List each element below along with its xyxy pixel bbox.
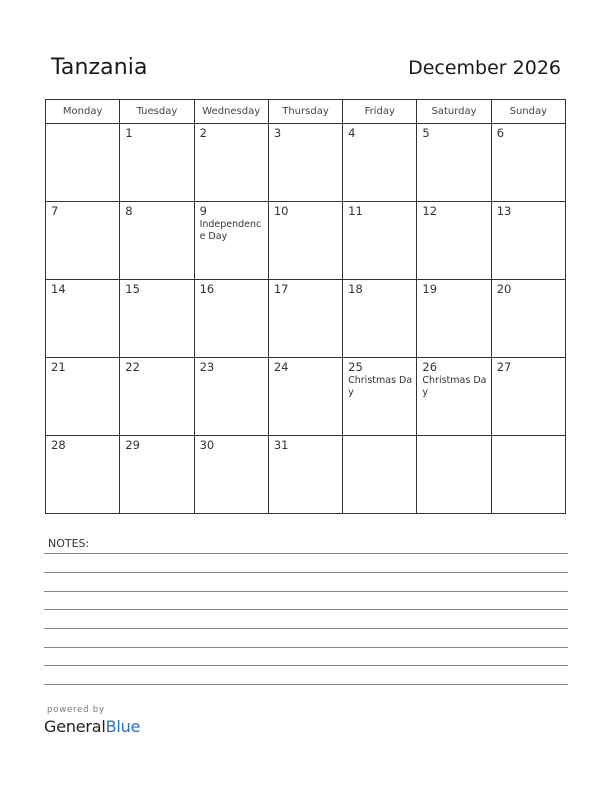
day-number: 21 [51, 360, 66, 374]
day-number: 12 [422, 204, 438, 218]
empty-day-cell [417, 436, 491, 514]
day-cell [417, 280, 491, 358]
holiday-label: Independence Day [199, 219, 262, 242]
day-number: 10 [273, 204, 289, 218]
day-cell [268, 358, 342, 436]
day-cell [343, 124, 417, 202]
day-cell [194, 124, 268, 202]
day-number: 22 [125, 360, 140, 374]
notes-line [44, 628, 568, 629]
day-cell [343, 202, 417, 280]
day-cell [194, 202, 268, 280]
weekday-sunday: Sunday [491, 100, 565, 124]
day-cell [491, 280, 565, 358]
day-cell [46, 280, 120, 358]
empty-day-cell [491, 436, 565, 514]
empty-day-cell [343, 436, 417, 514]
day-cell [120, 124, 194, 202]
day-cell [46, 358, 120, 436]
calendar-body [46, 124, 566, 514]
day-number: 25 [348, 360, 363, 374]
day-number: 1 [125, 126, 133, 140]
day-cell [417, 202, 491, 280]
week-row [46, 124, 566, 202]
day-number: 5 [422, 126, 430, 140]
country-title: Tanzania [51, 55, 148, 80]
day-cell [194, 280, 268, 358]
day-cell [120, 436, 194, 514]
day-number: 13 [496, 204, 512, 218]
day-cell [268, 202, 342, 280]
weekday-header-row [46, 100, 566, 124]
week-row [46, 358, 566, 436]
day-cell [491, 124, 565, 202]
day-cell [343, 280, 417, 358]
holiday-label: Christmas Day [348, 375, 413, 398]
day-cell [194, 358, 268, 436]
logo-general-text: General [44, 717, 106, 736]
logo-blue-text: Blue [105, 717, 141, 736]
day-cell [491, 202, 565, 280]
day-number: 26 [422, 360, 438, 374]
day-number: 4 [348, 126, 356, 140]
day-cell [120, 280, 194, 358]
day-number: 20 [496, 282, 512, 296]
week-row [46, 280, 566, 358]
notes-line [44, 609, 568, 610]
day-cell [120, 202, 194, 280]
month-title: December 2026 [408, 57, 561, 79]
day-number: 9 [199, 204, 207, 218]
weekday-wednesday: Wednesday [194, 100, 268, 124]
day-cell [343, 358, 417, 436]
day-number: 24 [273, 360, 289, 374]
day-number: 18 [348, 282, 363, 296]
day-cell [491, 358, 565, 436]
day-number: 31 [273, 438, 289, 452]
week-row [46, 436, 566, 514]
notes-line [44, 572, 568, 573]
day-cell [268, 280, 342, 358]
weekday-friday: Friday [343, 100, 417, 124]
day-number: 8 [125, 204, 133, 218]
day-number: 17 [273, 282, 289, 296]
day-number: 15 [125, 282, 140, 296]
weekday-monday: Monday [46, 100, 120, 124]
day-cell [417, 124, 491, 202]
notes-line [44, 553, 568, 554]
notes-line [44, 591, 568, 592]
week-row [46, 202, 566, 280]
day-cell [194, 436, 268, 514]
day-cell [120, 358, 194, 436]
notes-line [44, 665, 568, 666]
holiday-label: Christmas Day [422, 375, 487, 398]
powered-by-text: powered by [47, 705, 105, 715]
notes-label: NOTES: [48, 537, 90, 550]
day-cell [268, 436, 342, 514]
day-number: 11 [348, 204, 363, 218]
day-number: 3 [273, 126, 282, 140]
day-number: 16 [199, 282, 215, 296]
day-number: 6 [496, 126, 505, 140]
day-cell [268, 124, 342, 202]
day-number: 2 [199, 126, 207, 140]
weekday-tuesday: Tuesday [120, 100, 194, 124]
day-number: 29 [125, 438, 140, 452]
empty-day-cell [46, 124, 120, 202]
weekday-thursday: Thursday [268, 100, 342, 124]
day-number: 14 [51, 282, 66, 296]
weekday-saturday: Saturday [417, 100, 491, 124]
day-cell [417, 358, 491, 436]
day-number: 23 [199, 360, 215, 374]
notes-line [44, 647, 568, 648]
day-number: 28 [51, 438, 66, 452]
day-cell [46, 202, 120, 280]
day-number: 30 [199, 438, 215, 452]
notes-line [44, 684, 568, 685]
generalblue-logo[interactable] [44, 717, 140, 736]
day-number: 7 [51, 204, 59, 218]
day-cell [46, 436, 120, 514]
day-number: 27 [496, 360, 512, 374]
day-number: 19 [422, 282, 438, 296]
calendar-grid [45, 99, 566, 514]
